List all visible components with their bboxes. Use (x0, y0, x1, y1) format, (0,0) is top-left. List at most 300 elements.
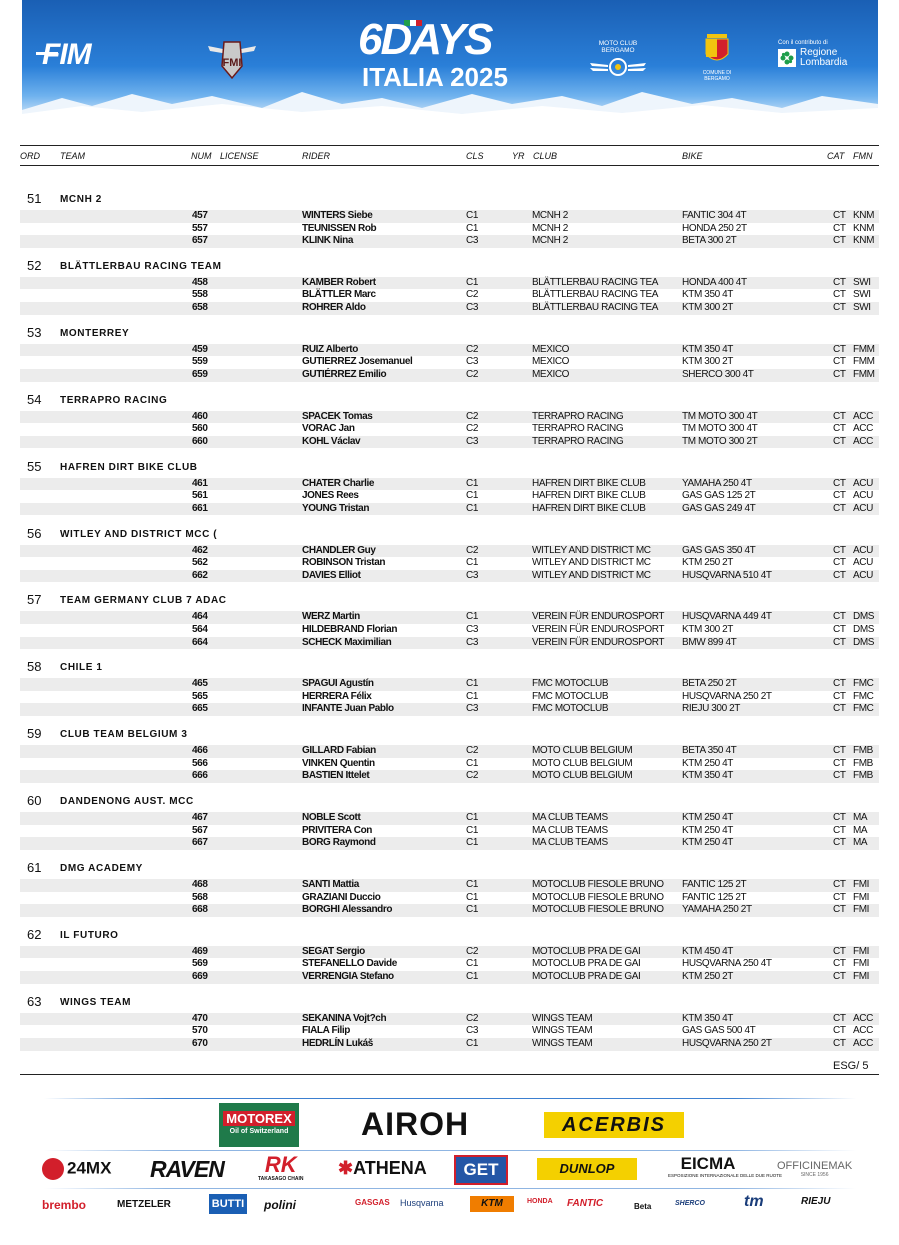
rider-row (20, 770, 879, 783)
rider-num: 661 (192, 502, 208, 514)
rider-fmn: ACC (853, 410, 873, 422)
airoh-logo: AIROH (361, 1106, 470, 1142)
motorex-sub: Oil of Switzerland (229, 1128, 289, 1135)
rider-num: 464 (192, 611, 208, 623)
team-name: TEAM GERMANY CLUB 7 ADAC (60, 595, 227, 607)
rider-rider: HILDEBRAND Florian (302, 623, 398, 635)
rider-bike: HUSQVARNA 250 4T (682, 958, 772, 970)
rider-bike: KTM 250 4T (682, 757, 734, 769)
rider-rider: INFANTE Juan Pablo (302, 703, 394, 715)
rider-cat: CT (833, 435, 846, 447)
rider-club: MOTOCLUB PRA DE GAI (532, 958, 641, 970)
rider-cat: CT (833, 1012, 846, 1024)
bergamo-crest (694, 30, 740, 82)
rider-fmn: FMC (853, 690, 874, 702)
rider-cat: CT (833, 276, 846, 288)
rider-club: WITLEY AND DISTRICT MC (532, 544, 651, 556)
rider-row (20, 1025, 879, 1038)
rider-row (20, 545, 879, 558)
sponsor-rule (44, 1098, 856, 1099)
rider-row (20, 436, 879, 449)
comune-label: COMUNE DI BERGAMO (702, 70, 732, 82)
rider-cls: C2 (466, 423, 478, 435)
motorex-logo (219, 1103, 299, 1147)
team-group (20, 926, 879, 989)
rider-fmn: FMM (853, 356, 875, 368)
rider-cat: CT (833, 837, 846, 849)
team-order: 58 (27, 659, 42, 675)
team-order: 57 (27, 592, 42, 608)
rider-cls: C1 (466, 904, 478, 916)
rider-bike: HUSQVARNA 449 4T (682, 611, 772, 623)
rider-num: 668 (192, 904, 208, 916)
rider-fmn: FMC (853, 703, 874, 715)
rider-fmn: SWI (853, 302, 871, 314)
rider-row (20, 369, 879, 382)
rider-rider: GUTIÉRREZ Emilio (302, 368, 387, 380)
rider-club: FMC MOTOCLUB (532, 690, 609, 702)
team-name: TERRAPRO RACING (60, 394, 168, 406)
rider-fmn: DMS (853, 611, 875, 623)
rider-rider: GILLARD Fabian (302, 745, 376, 757)
rider-num: 662 (192, 569, 208, 581)
col-cat: CAT (827, 151, 845, 161)
team-group (20, 661, 879, 721)
dunlop-logo: DUNLOP (537, 1158, 637, 1180)
rider-fmn: ACC (853, 1025, 873, 1037)
header-rule (20, 165, 879, 166)
rider-fmn: FMM (853, 368, 875, 380)
col-ord: ORD (20, 151, 40, 161)
rider-club: WINGS TEAM (532, 1025, 593, 1037)
rider-club: MEXICO (532, 368, 570, 380)
rider-cat: CT (833, 569, 846, 581)
rider-cat: CT (833, 812, 846, 824)
rider-rider: HEDRLÍN Lukáš (302, 1037, 373, 1049)
rider-row (20, 812, 879, 825)
rider-cat: CT (833, 623, 846, 635)
team-order: 61 (27, 860, 42, 875)
rider-num: 566 (192, 757, 208, 769)
rider-num: 461 (192, 477, 208, 489)
team-group (20, 594, 879, 654)
rider-club: WITLEY AND DISTRICT MC (532, 557, 651, 569)
rider-rider: YOUNG Tristan (302, 502, 370, 514)
rider-cat: CT (833, 356, 846, 368)
regione-label-1: Regione (800, 47, 838, 58)
rider-cat: CT (833, 636, 846, 648)
rider-club: BLÄTTLERBAU RACING TEA (532, 289, 659, 301)
top-rule (20, 145, 879, 146)
rider-bike: KTM 450 4T (682, 945, 734, 957)
rider-row (20, 958, 879, 971)
rider-cls: C1 (466, 210, 478, 221)
team-order: 54 (27, 391, 42, 407)
rider-fmn: FMB (853, 770, 873, 782)
rider-bike: HONDA 400 4T (682, 276, 747, 288)
rider-cls: C3 (466, 235, 478, 247)
rider-cls: C1 (466, 557, 478, 569)
rider-num: 667 (192, 837, 208, 849)
rider-club: VEREIN FÜR ENDUROSPORT (532, 636, 665, 648)
rider-rider: SEKANINA Vojt?ch (302, 1012, 387, 1024)
col-yr: YR (512, 151, 525, 161)
rider-fmn: ACU (853, 544, 873, 556)
rider-cls: C1 (466, 891, 478, 903)
rider-fmn: KNM (853, 222, 875, 234)
rider-bike: KTM 350 4T (682, 289, 734, 301)
team-group (20, 728, 879, 788)
rider-cls: C1 (466, 502, 478, 514)
rider-fmn: FMM (853, 343, 875, 355)
rider-num: 664 (192, 636, 208, 648)
rider-cls: C2 (466, 289, 478, 301)
rider-rider: KLINK Nina (302, 235, 354, 247)
rider-cls: C1 (466, 678, 478, 690)
moto-club-label: MOTO CLUB BERGAMO (598, 40, 638, 54)
rider-num: 660 (192, 435, 208, 447)
rider-cls: C1 (466, 824, 478, 836)
officinemak-logo (777, 1160, 852, 1178)
rider-fmn: ACC (853, 423, 873, 435)
gasgas-logo: GASGAS (355, 1198, 390, 1207)
rider-club: HAFREN DIRT BIKE CLUB (532, 502, 646, 514)
rider-club: VEREIN FÜR ENDUROSPORT (532, 623, 665, 635)
ktm-logo: KTM (470, 1196, 514, 1212)
rider-rider: KOHL Václav (302, 435, 361, 447)
rider-club: MOTOCLUB FIESOLE BRUNO (532, 879, 664, 890)
rider-rider: GRAZIANI Duccio (302, 891, 381, 903)
rider-bike: HONDA 250 2T (682, 222, 747, 234)
rider-fmn: FMC (853, 678, 874, 690)
rider-row (20, 478, 879, 491)
rider-num: 568 (192, 891, 208, 903)
rider-club: MOTOCLUB PRA DE GAI (532, 945, 641, 957)
rider-fmn: ACC (853, 1012, 873, 1024)
rider-row (20, 825, 879, 838)
rider-num: 468 (192, 879, 208, 890)
rider-rider: SPACEK Tomas (302, 410, 373, 422)
rider-num: 560 (192, 423, 208, 435)
rider-club: HAFREN DIRT BIKE CLUB (532, 477, 646, 489)
rider-cls: C1 (466, 1037, 478, 1049)
rider-row (20, 411, 879, 424)
rider-num: 557 (192, 222, 208, 234)
rider-cls: C1 (466, 837, 478, 849)
team-group (20, 193, 879, 253)
24mx-logo (42, 1158, 111, 1180)
fantic-logo: FANTIC (567, 1198, 604, 1209)
svg-text:FMI: FMI (222, 57, 242, 69)
rider-cls: C1 (466, 971, 478, 983)
rider-rider: WERZ Martin (302, 611, 360, 623)
rider-row (20, 624, 879, 637)
rider-row (20, 745, 879, 758)
rider-bike: TM MOTO 300 2T (682, 435, 758, 447)
rider-bike: KTM 350 4T (682, 770, 734, 782)
team-name: BLÄTTLERBAU RACING TEAM (60, 260, 222, 272)
rider-rider: CHATER Charlie (302, 477, 375, 489)
rider-row (20, 691, 879, 704)
rider-cat: CT (833, 302, 846, 314)
rider-bike: TM MOTO 300 4T (682, 410, 758, 422)
rider-rider: WINTERS Siebe (302, 210, 373, 221)
rider-fmn: FMB (853, 757, 873, 769)
rider-row (20, 758, 879, 771)
rider-rider: BORGHI Alessandro (302, 904, 393, 916)
col-license: LICENSE (220, 151, 259, 161)
rider-num: 460 (192, 410, 208, 422)
rider-cls: C2 (466, 1012, 478, 1024)
rider-cls: C2 (466, 368, 478, 380)
officinemak-name: OFFICINEMAK (777, 1160, 853, 1172)
team-group (20, 993, 879, 1056)
rider-row (20, 971, 879, 984)
rider-fmn: MA (853, 837, 868, 849)
rider-row (20, 879, 879, 892)
regione-label-2: Lombardia (800, 57, 848, 68)
event-subtitle: ITALIA 2025 (362, 62, 508, 92)
fmi-emblem-icon (206, 36, 258, 80)
rider-cls: C1 (466, 222, 478, 234)
rider-bike: GAS GAS 125 2T (682, 490, 756, 502)
rider-club: BLÄTTLERBAU RACING TEA (532, 276, 659, 288)
team-name: CLUB TEAM BELGIUM 3 (60, 729, 188, 741)
get-logo: GET (454, 1155, 508, 1185)
rk-sub: TAKASAGO CHAIN (258, 1176, 304, 1182)
rider-cat: CT (833, 477, 846, 489)
motorex-name: MOTOREX (223, 1111, 295, 1126)
rider-row (20, 356, 879, 369)
officinemak-sub: SINCE 1956 (800, 1172, 829, 1178)
rider-cat: CT (833, 879, 846, 890)
rider-bike: YAMAHA 250 4T (682, 477, 752, 489)
rider-club: MA CLUB TEAMS (532, 812, 608, 824)
rider-fmn: MA (853, 824, 868, 836)
rider-row (20, 1038, 879, 1051)
beta-logo: Beta (634, 1202, 652, 1211)
rider-num: 570 (192, 1025, 208, 1037)
rider-cls: C2 (466, 945, 478, 957)
rider-cls: C1 (466, 812, 478, 824)
athena-mark-icon: ✱ (338, 1158, 354, 1178)
rider-fmn: ACU (853, 557, 873, 569)
rider-cat: CT (833, 1037, 846, 1049)
col-club: CLUB (533, 151, 558, 161)
eicma-logo (668, 1154, 783, 1178)
rider-rider: BASTIEN Ittelet (302, 770, 370, 782)
rider-cls: C3 (466, 302, 478, 314)
acerbis-logo: ACERBIS (544, 1112, 684, 1138)
rider-fmn: DMS (853, 623, 875, 635)
team-group (20, 324, 879, 387)
rider-rider: VORAC Jan (302, 423, 355, 435)
rider-club: MOTOCLUB FIESOLE BRUNO (532, 904, 664, 916)
rider-cls: C1 (466, 477, 478, 489)
rider-cls: C1 (466, 958, 478, 970)
rider-fmn: SWI (853, 289, 871, 301)
fim-logo: FIM (42, 38, 91, 71)
husqvarna-logo: Husqvarna (400, 1198, 444, 1208)
rider-cls: C3 (466, 636, 478, 648)
rider-num: 665 (192, 703, 208, 715)
polini-logo: polini (264, 1198, 296, 1212)
snowy-mountains-decoration (22, 86, 878, 120)
rider-cls: C3 (466, 1025, 478, 1037)
rider-rider: KAMBER Robert (302, 276, 376, 288)
rider-cls: C2 (466, 410, 478, 422)
rider-cat: CT (833, 945, 846, 957)
team-group (20, 458, 879, 521)
col-cls: CLS (466, 151, 484, 161)
rider-fmn: ACU (853, 569, 873, 581)
raven-logo: RAVEN (150, 1156, 224, 1182)
rider-cat: CT (833, 289, 846, 301)
rider-cat: CT (833, 502, 846, 514)
rider-row (20, 611, 879, 624)
rider-num: 469 (192, 945, 208, 957)
rider-fmn: KNM (853, 210, 875, 221)
rider-rider: NOBLE Scott (302, 812, 361, 824)
rider-club: MA CLUB TEAMS (532, 837, 608, 849)
rider-num: 466 (192, 745, 208, 757)
team-order: 56 (27, 525, 42, 541)
team-name: MONTERREY (60, 327, 130, 339)
rider-num: 567 (192, 824, 208, 836)
rider-num: 562 (192, 557, 208, 569)
rider-row (20, 570, 879, 583)
rider-cat: CT (833, 745, 846, 757)
team-order: 51 (27, 191, 42, 206)
rider-fmn: ACC (853, 1037, 873, 1049)
rider-cat: CT (833, 557, 846, 569)
eicma-sub: ESPOSIZIONE INTERNAZIONALE DELLE DUE RUOTE (668, 1173, 783, 1178)
rider-cat: CT (833, 343, 846, 355)
rider-cls: C1 (466, 276, 478, 288)
rider-cls: C1 (466, 879, 478, 890)
rider-club: TERRAPRO RACING (532, 423, 624, 435)
rider-cat: CT (833, 611, 846, 623)
rider-club: WITLEY AND DISTRICT MC (532, 569, 651, 581)
rider-club: TERRAPRO RACING (532, 435, 624, 447)
contributo-label: Con il contributo di (778, 40, 828, 46)
tm-logo: tm (744, 1193, 764, 1210)
rider-cat: CT (833, 678, 846, 690)
rider-row (20, 223, 879, 236)
rider-row (20, 277, 879, 290)
winged-wheel-icon (588, 56, 648, 78)
rider-rider: FIALA Filip (302, 1025, 350, 1037)
rider-club: MEXICO (532, 343, 570, 355)
rider-bike: HUSQVARNA 250 2T (682, 690, 772, 702)
rider-cls: C3 (466, 435, 478, 447)
rider-club: HAFREN DIRT BIKE CLUB (532, 490, 646, 502)
rider-row (20, 557, 879, 570)
rider-rider: CHANDLER Guy (302, 544, 376, 556)
rider-num: 657 (192, 235, 208, 247)
rider-num: 465 (192, 678, 208, 690)
rider-num: 658 (192, 302, 208, 314)
rider-fmn: FMI (853, 958, 870, 970)
rider-rider: TEUNISSEN Rob (302, 222, 377, 234)
rider-cls: C1 (466, 690, 478, 702)
rider-bike: HUSQVARNA 510 4T (682, 569, 772, 581)
event-title: 6DAYS (358, 15, 492, 64)
rider-bike: KTM 350 4T (682, 1012, 734, 1024)
eicma-name: EICMA (680, 1154, 736, 1173)
rider-row (20, 289, 879, 302)
rider-club: WINGS TEAM (532, 1012, 593, 1024)
rider-club: MCNH 2 (532, 235, 568, 247)
rider-bike: TM MOTO 300 4T (682, 423, 758, 435)
team-order: 60 (27, 793, 42, 809)
team-order: 62 (27, 926, 42, 942)
rider-cls: C3 (466, 623, 478, 635)
rider-cls: C1 (466, 490, 478, 502)
sponsor-rule-2 (44, 1150, 856, 1151)
rider-num: 670 (192, 1037, 208, 1049)
rider-rider: DAVIES Elliot (302, 569, 361, 581)
rider-rider: VERRENGIA Stefano (302, 971, 394, 983)
team-name: CHILE 1 (60, 662, 103, 674)
rider-bike: BETA 300 2T (682, 235, 737, 247)
rider-cat: CT (833, 1025, 846, 1037)
rider-bike: YAMAHA 250 2T (682, 904, 752, 916)
rider-cat: CT (833, 235, 846, 247)
rider-rider: BORG Raymond (302, 837, 376, 849)
rider-rider: HERRERA Félix (302, 690, 372, 702)
rider-bike: KTM 250 4T (682, 824, 734, 836)
rider-rider: STEFANELLO Davide (302, 958, 397, 970)
rider-cls: C3 (466, 703, 478, 715)
rider-club: FMC MOTOCLUB (532, 703, 609, 715)
rider-bike: BETA 250 2T (682, 678, 737, 690)
rider-bike: FANTIC 125 2T (682, 891, 747, 903)
rider-row (20, 344, 879, 357)
team-group (20, 525, 879, 588)
rider-row (20, 210, 879, 223)
rider-row (20, 946, 879, 959)
rider-fmn: FMI (853, 945, 870, 957)
rider-fmn: KNM (853, 235, 875, 247)
rider-bike: KTM 300 2T (682, 623, 734, 635)
rider-num: 457 (192, 210, 208, 221)
rider-cat: CT (833, 757, 846, 769)
rider-bike: BMW 899 4T (682, 636, 737, 648)
team-name: WITLEY AND DISTRICT MCC ( (60, 528, 218, 540)
team-group (20, 795, 879, 855)
rider-cat: CT (833, 971, 846, 983)
rider-num: 470 (192, 1012, 208, 1024)
rider-rider: VINKEN Quentin (302, 757, 375, 769)
rider-cat: CT (833, 410, 846, 422)
athena-logo (338, 1158, 427, 1179)
rider-rider: RUIZ Alberto (302, 343, 358, 355)
rider-num: 659 (192, 368, 208, 380)
rider-num: 467 (192, 812, 208, 824)
rider-bike: BETA 350 4T (682, 745, 737, 757)
rider-rider: SEGAT Sergio (302, 945, 365, 957)
col-rider: RIDER (302, 151, 331, 161)
rider-num: 666 (192, 770, 208, 782)
rider-row (20, 302, 879, 315)
rider-cat: CT (833, 770, 846, 782)
rider-bike: RIEJU 300 2T (682, 703, 741, 715)
rider-cat: CT (833, 703, 846, 715)
rider-cls: C2 (466, 343, 478, 355)
rider-bike: GAS GAS 350 4T (682, 544, 756, 556)
metzeler-logo: METZELER (117, 1199, 171, 1210)
